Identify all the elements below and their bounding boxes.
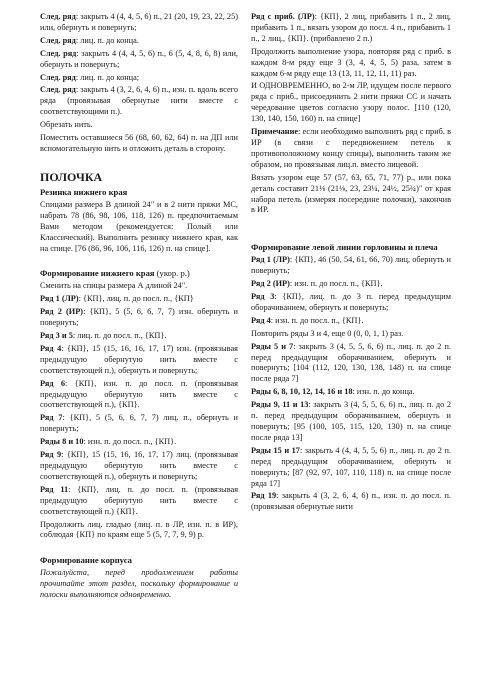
subsection-title: Резинка нижнего края <box>40 186 128 197</box>
row-text: : закрыть 4 (4, 4, 5, 6) п., 21 (20, 19, 23, 22, 25) или, обернуть и повернуть; <box>40 12 238 32</box>
row-text: : закрыть 4 (3, 2, 6, 4, 6) п., изн. п. до посл. п. (провязывая обернутые нити <box>251 491 451 512</box>
row-instruction <box>251 316 451 327</box>
row-label: След. ряд <box>40 35 76 45</box>
row-instruction <box>251 12 451 45</box>
row-label: Ряды 6, 8, 10, 12, 14, 16 и 18 <box>251 387 353 397</box>
instruction-paragraph: Спицами размера В длиной 24" и в 2 нити пряжи МС, набрать 78 (86, 98, 106, 118, 126) п. предпочитаемым Вами методом (рекомендуется: Полый или Классический). Выполнить резинку нижнего края, как на спице. [76 (86, 96, 106, 116, 126) п. на спице]. <box>40 199 238 253</box>
section-title-polochka: ПОЛОЧКА <box>40 169 103 184</box>
instruction-paragraph: Поместить оставшиеся 56 (68, 60, 62, 64) п. на ДП или вспомогательную нить и отложить деталь в сторону. <box>40 133 238 153</box>
subsection-title-note: (укор. р.) <box>154 268 190 279</box>
subsection-title: Формирование корпуса <box>40 555 132 566</box>
row-label: Ряд 6 <box>40 378 66 388</box>
row-label: Ряд 11 <box>40 484 69 494</box>
subsection-title: Формирование левой линии горловины и плеча <box>251 242 438 253</box>
instruction-paragraph <box>40 12 238 34</box>
row-text: : закрыть 3 (4, 5, 5, 6, 6) п., лиц. п. до 2 п. перед предыдущим оборачиванием, обернуть и повернуть; [104 (112, 120, 130, 138, 148) п. на спице после ряда 7] <box>251 341 451 384</box>
row-label: Ряды 15 и 17 <box>251 445 300 455</box>
row-text: : лиц. п. до конца. <box>75 35 139 45</box>
instruction-paragraph: И ОДНОВРЕМЕННО, во 2-м ЛР, идущем после первого ряда с приб., присоединить 2 нити пряжи СС и начать чередование цветов согласно узору полос. [110 (120, 130, 140, 150, 160) п. на спице] <box>251 81 451 124</box>
row-label: Ряд 1 (ЛР) <box>251 255 290 265</box>
row-instruction <box>40 379 238 412</box>
row-instruction <box>251 255 451 277</box>
note-label: Примечание <box>251 127 299 137</box>
row-label: След. ряд <box>40 85 76 95</box>
row-instruction <box>251 342 451 386</box>
subsection-title-main: Формирование нижнего края <box>40 268 155 279</box>
row-text: : {КП}, лиц. п. до посл. п., {КП} <box>78 294 194 304</box>
row-label: Ряд с приб. (ЛР) <box>251 12 315 21</box>
row-instruction <box>40 344 238 377</box>
row-label: Ряд 19 <box>251 491 277 501</box>
row-text: : закрыть 3 (4, 5, 5, 6, 6) п., лиц. п. до 2 п. перед предыдущим оборачиванием, обернуть и повернуть; [95 (100, 105, 115, 120, 130) п. на спице после ряда 13] <box>251 400 452 442</box>
row-instruction <box>251 400 451 444</box>
row-text: : {КП}, 46 (50, 54, 61, 66, 70) лиц, обернуть и повернуть; <box>251 255 451 276</box>
row-text: : изн. п. до конца. <box>352 387 415 397</box>
row-text: : закрыть 4 (4, 4, 5, 5, 6) п., лиц. п. до 2 п. перед предыдущим оборачиванием, обернуть и повернуть; [87 (92, 97, 107, 110, 118) п. на спице после ряда 17] <box>251 445 451 488</box>
row-text: : {КП}, 2 лиц, прибавить 1 п., 2 лиц, прибавить 1 п., вязать узором до посл. 4 п., прибавить 1 п., 2 лиц., {КП}. (прибавлено 2 п.) <box>251 12 452 43</box>
row-label: Ряд 4 <box>251 315 271 325</box>
note-text: : если необходимо выполнить ряд с приб. в ИР (в связи с передвижением петель к противоположному концу спицы), выполнить таким же образом, но провязывая лиц.п. вместо лицевой. <box>251 127 451 169</box>
row-text: : {КП}, 5 (5, 6, 6, 7, 7) лиц. п., обернуть и повернуть; <box>40 413 238 434</box>
row-label: Ряд 2 (ИР) <box>251 279 290 289</box>
row-text: : {КП}, 15 (15, 16, 16, 17, 17) лиц. (провязывая предыдущую обернутую нить вместе с соответствующей п.), обернуть и повернуть; <box>40 450 238 481</box>
row-instruction <box>40 485 238 518</box>
instruction-paragraph: Продолжить выполнение узора, повторяя ряд с приб. в каждом 8-м ряду еще 3 (3, 4, 4, 5, 5) раза, затем в каждом 6-м ряду еще 13 (13, 11, 12, 11, 11) раз. <box>251 46 451 78</box>
row-text: : лиц. п. до посл. п., {КП}. <box>72 331 167 341</box>
row-text: : {КП}, 5 (5, 6, 6, 7, 7) изн. обернуть и повернуть; <box>40 307 238 328</box>
row-text: : лиц. п. до конца; <box>75 72 140 82</box>
instruction-paragraph: Сменить на спицы размера А длиной 24". <box>40 281 188 291</box>
row-label: След. ряд <box>40 12 76 21</box>
row-text: : закрыть 4 (3, 2, 6, 4, 6) п., изн. п. вдоль всего ряда (провязывая обернутые нити вместе с соответствующими п.). <box>40 85 238 117</box>
italic-note: Пожалуйста, перед продолжением работы прочитайте этот раздел, поскольку формирование и полоски выполняются одновременно. <box>40 568 238 600</box>
row-label: Ряд 4 <box>40 343 62 353</box>
row-instruction <box>40 437 238 448</box>
row-text: : изн. п. до посл. п., {КП}. <box>270 315 364 325</box>
row-label: Ряд 1 (ЛР) <box>40 294 79 304</box>
row-label: Ряд 3 и 5 <box>40 331 73 341</box>
row-instruction <box>251 279 451 290</box>
row-instruction <box>40 450 238 483</box>
row-label: Ряды 5 и 7 <box>251 341 294 351</box>
row-label: Ряд 9 <box>40 450 62 460</box>
instruction-paragraph: Вязать узором еще 57 (57, 63, 65, 71, 77) р., или пока деталь составит 21⅛ (21⅛, 23, 23¼, 24½, 25¾)" от края набора петель (измеряя посередине полочки), закончив в ИР. <box>251 172 451 215</box>
row-instruction <box>251 491 451 513</box>
row-text: : изн. п. до посл. п., {КП}. <box>83 437 177 447</box>
row-instruction <box>40 307 238 329</box>
row-text: : {КП}, лиц. п. до 3 п. перед предыдущим оборачиванием, обернуть и повернуть; <box>251 292 451 312</box>
instruction-paragraph: Повторить ряды 3 и 4, еще 0 (0, 0, 1, 1) раз. <box>251 328 404 338</box>
instruction-paragraph <box>40 85 238 118</box>
subsection-title <box>40 268 238 279</box>
instruction-paragraph: Обрезать нить. <box>40 120 93 130</box>
row-label: Ряды 9, 11 и 13 <box>251 400 309 410</box>
row-label: Ряд 3 <box>251 292 275 302</box>
right-column <box>251 12 451 515</box>
left-column <box>40 12 238 603</box>
spacer <box>251 218 451 228</box>
row-label: Ряд 2 (ИР) <box>40 307 84 317</box>
instruction-paragraph: Продолжить лиц. гладью (лиц. п. в ЛР, изн. п. в ИР), соблюдая {КП} по краям еще 5 (5, 7, 7, 9, 9) р. <box>40 519 238 540</box>
row-label: Ряды 8 и 10 <box>40 437 84 447</box>
row-instruction <box>251 292 451 314</box>
row-instruction <box>40 331 238 342</box>
instruction-paragraph <box>40 73 238 84</box>
row-label: След. ряд <box>40 48 77 58</box>
note-paragraph <box>251 127 451 171</box>
row-text: : изн. п. до посл. п., {КП}. <box>289 279 383 289</box>
instruction-paragraph <box>40 49 238 71</box>
row-text: : закрыть 4 (4, 4, 5, 6) п., 6 (5, 4, 8, 6, 8) или, обернуть и повернуть; <box>40 48 238 69</box>
row-text: : {КП}, 15 (15, 16, 16, 17, 17) изн. (провязывая предыдущую обернутую нить вместе с соответствующей п.), обернуть и повернуть; <box>40 343 238 375</box>
row-instruction <box>40 413 238 435</box>
row-label: Ряд 7 <box>40 413 63 423</box>
row-instruction <box>251 387 451 398</box>
row-label: След. ряд <box>40 72 76 82</box>
row-text: : {КП}, лиц. п. до посл. п. (провязывая предыдущую обернутую нить вместе с соответствующей п.) {КП}. <box>40 484 239 516</box>
row-instruction <box>40 294 238 305</box>
row-text: : {КП}, изн. п. до посл. п. (провязывая предыдущую обернутую нить вместе с соответствующей п.), {КП}. <box>40 378 238 410</box>
instruction-paragraph <box>40 36 238 47</box>
row-instruction <box>251 446 451 490</box>
